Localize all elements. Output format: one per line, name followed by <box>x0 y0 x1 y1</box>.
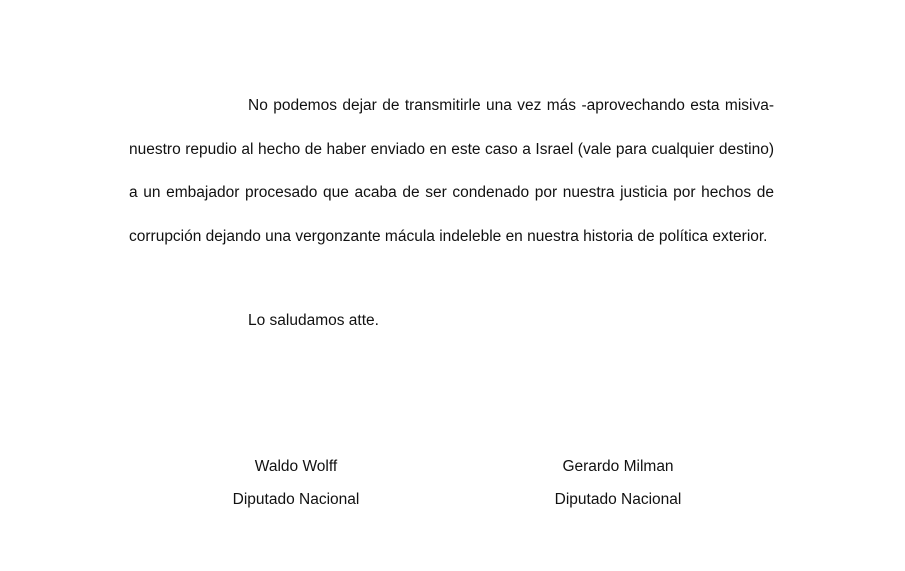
closing-line: Lo saludamos atte. <box>248 312 379 329</box>
signatory-name: Gerardo Milman <box>562 458 674 475</box>
signatory-title: Diputado Nacional <box>554 491 682 508</box>
body-paragraph: No podemos dejar de transmitirle una vez más -aprovechando esta misiva- nuestro repudio al hecho de haber enviado en este caso a Israel (vale para cualquier destino) a un embajador procesado que acaba de ser condenado por nuestra justicia por hechos de corrupción dejando una vergonzante mácula indeleble en nuestra historia de política exterior. <box>129 97 774 245</box>
signature-block-right <box>518 450 718 516</box>
signature-block-left <box>196 450 396 516</box>
signatory-title: Diputado Nacional <box>232 491 360 508</box>
signatory-name: Waldo Wolff <box>254 458 338 475</box>
